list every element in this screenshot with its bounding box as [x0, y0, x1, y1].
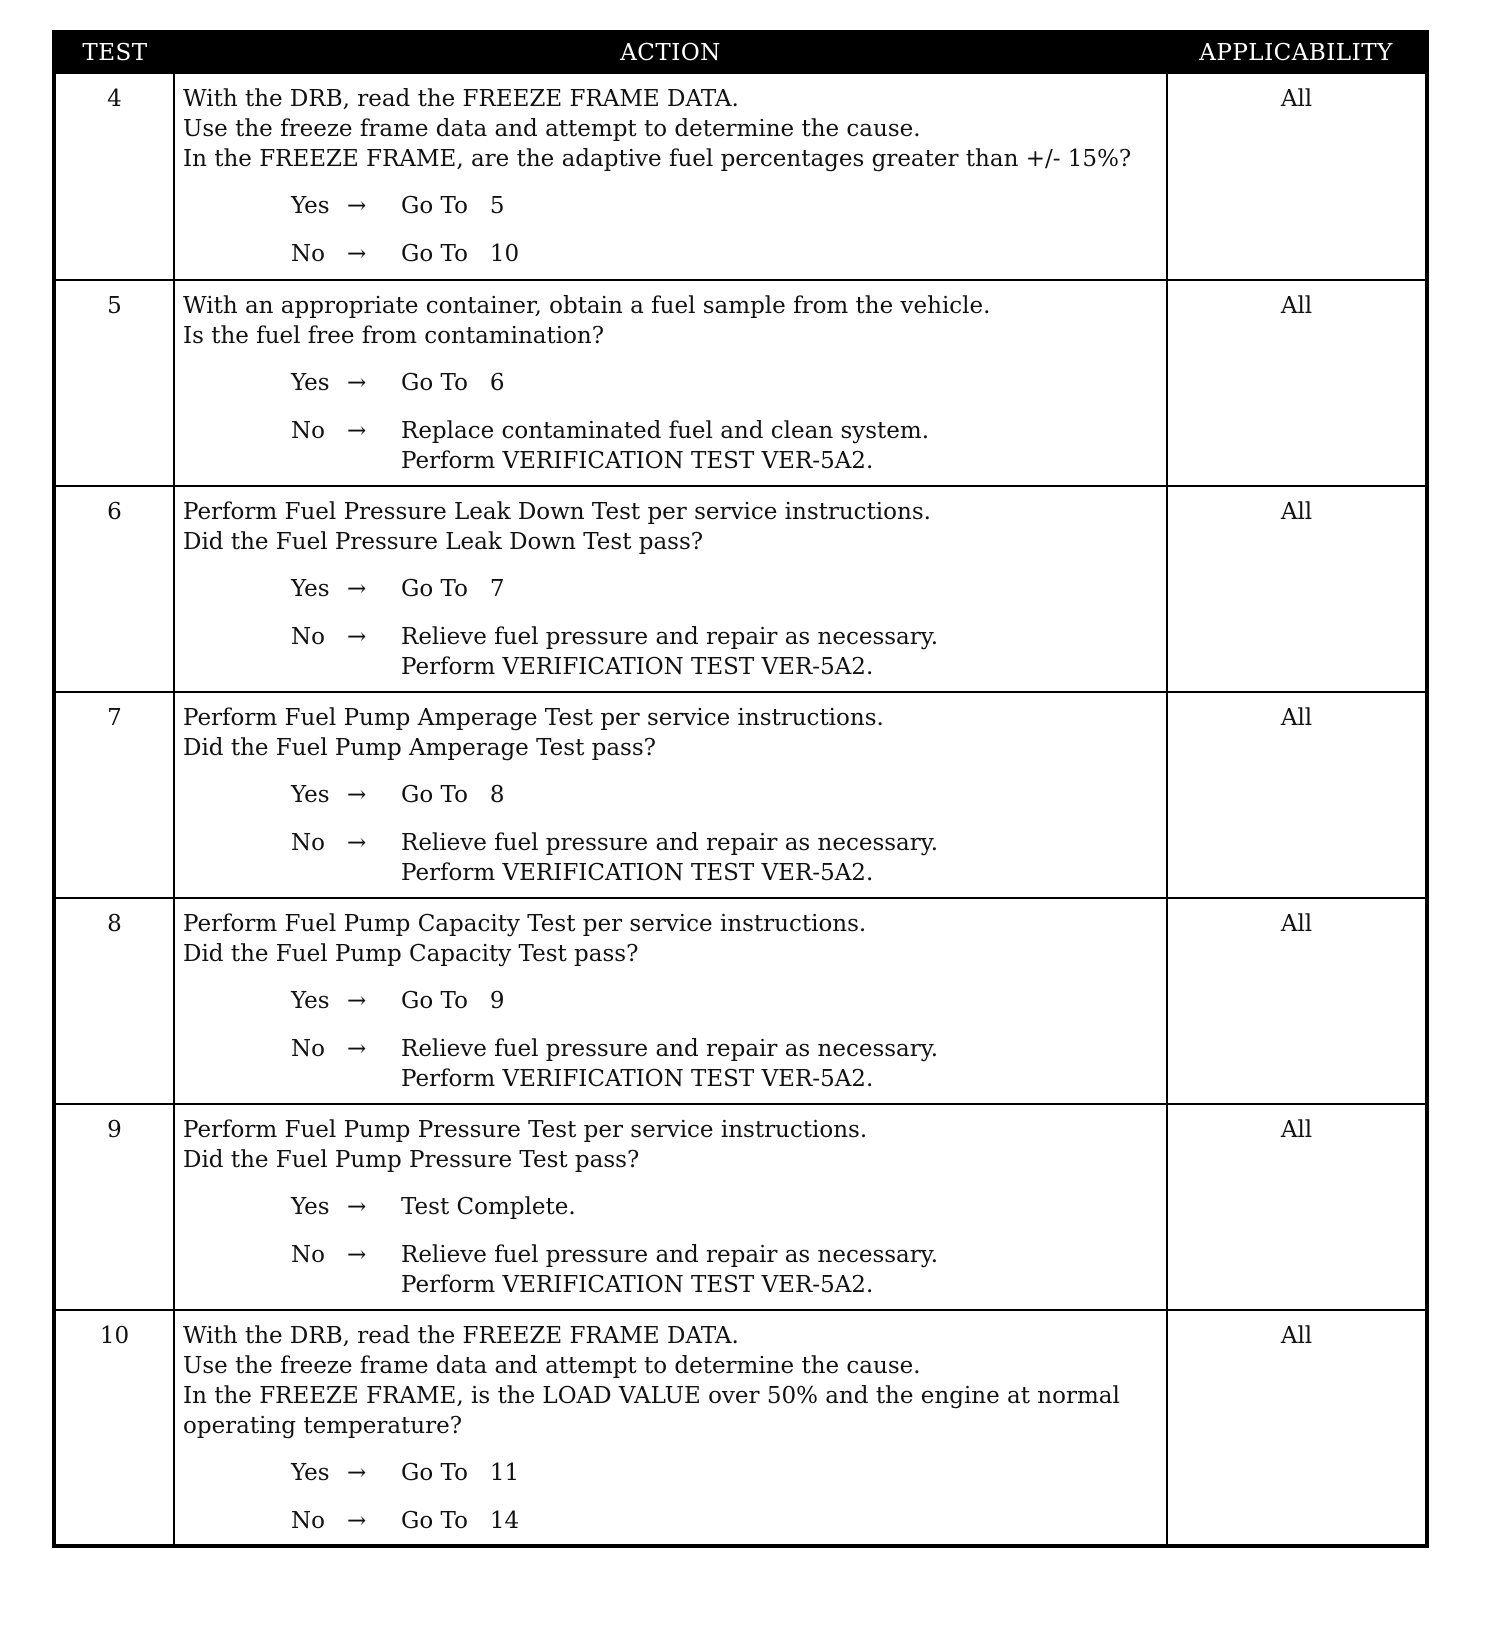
- action-text-line: Is the fuel free from contamination?: [183, 323, 605, 349]
- outcome-no: [183, 1506, 1158, 1536]
- action-text-line: Use the freeze frame data and attempt to determine the cause.: [183, 1353, 921, 1379]
- outcome-result: [401, 986, 1158, 1016]
- outcome-result: [401, 191, 1158, 221]
- outcome-result: [401, 828, 1158, 888]
- outcome-result: [401, 574, 1158, 604]
- outcome-yes: [183, 1192, 1158, 1222]
- outcome-result: [401, 622, 1158, 682]
- right-arrow-icon: →: [347, 193, 367, 219]
- action-cell: [174, 73, 1167, 280]
- right-arrow-icon: →: [347, 1242, 367, 1268]
- applicability-value: All: [1167, 1104, 1427, 1310]
- right-arrow-icon: →: [347, 370, 367, 396]
- test-number: 4: [54, 73, 174, 280]
- right-arrow-icon: →: [347, 576, 367, 602]
- outcome-label: No: [291, 830, 325, 856]
- table-row: [54, 486, 1427, 692]
- outcome-no: [183, 1034, 1158, 1094]
- outcome-label: Yes: [291, 1460, 330, 1486]
- outcome-result-line: Go To 6: [401, 370, 505, 396]
- right-arrow-icon: →: [347, 418, 367, 444]
- right-arrow-icon: →: [347, 241, 367, 267]
- right-arrow-icon: →: [347, 624, 367, 650]
- action-text-line: operating temperature?: [183, 1413, 463, 1439]
- header-row: [54, 32, 1427, 73]
- table-body: [54, 73, 1427, 1546]
- outcome-result-line: Go To 7: [401, 576, 505, 602]
- table-header: [54, 32, 1427, 73]
- outcome-result-line: Replace contaminated fuel and clean system.: [401, 418, 930, 444]
- applicability-value: All: [1167, 280, 1427, 486]
- action-text-line: Did the Fuel Pump Pressure Test pass?: [183, 1147, 640, 1173]
- outcome-no: [183, 622, 1158, 682]
- outcome-yes: [183, 574, 1158, 604]
- right-arrow-icon: →: [347, 1508, 367, 1534]
- table-row: [54, 692, 1427, 898]
- outcome-result-line: Perform VERIFICATION TEST VER-5A2.: [401, 448, 874, 474]
- outcome-label: No: [291, 1036, 325, 1062]
- table-row: [54, 280, 1427, 486]
- outcome-result-line: Go To 9: [401, 988, 505, 1014]
- outcome-label: Yes: [291, 782, 330, 808]
- outcome-label: No: [291, 1508, 325, 1534]
- action-text-line: Perform Fuel Pump Pressure Test per service instructions.: [183, 1117, 868, 1143]
- outcome-result: [401, 1458, 1158, 1488]
- action-text-line: With the DRB, read the FREEZE FRAME DATA.: [183, 86, 739, 112]
- outcome-result: [401, 239, 1158, 269]
- outcomes: [183, 574, 1158, 682]
- table-row: [54, 73, 1427, 280]
- outcome-result: [401, 416, 1158, 476]
- outcome-result-line: Perform VERIFICATION TEST VER-5A2.: [401, 1272, 874, 1298]
- action-text-line: Perform Fuel Pump Capacity Test per service instructions.: [183, 911, 867, 937]
- header-applicability: APPLICABILITY: [1167, 32, 1427, 73]
- outcome-label: Yes: [291, 1194, 330, 1220]
- outcome-result: [401, 780, 1158, 810]
- outcome-result-line: Relieve fuel pressure and repair as necessary.: [401, 624, 939, 650]
- outcome-result-line: Relieve fuel pressure and repair as necessary.: [401, 1036, 939, 1062]
- action-text-line: Did the Fuel Pressure Leak Down Test pass?: [183, 529, 704, 555]
- test-number: 5: [54, 280, 174, 486]
- outcome-result-line: Perform VERIFICATION TEST VER-5A2.: [401, 1066, 874, 1092]
- right-arrow-icon: →: [347, 830, 367, 856]
- applicability-value: All: [1167, 692, 1427, 898]
- action-cell: [174, 1310, 1167, 1546]
- action-text-line: Perform Fuel Pump Amperage Test per service instructions.: [183, 705, 884, 731]
- action-text-line: Did the Fuel Pump Capacity Test pass?: [183, 941, 639, 967]
- outcome-yes: [183, 986, 1158, 1016]
- outcome-label: Yes: [291, 988, 330, 1014]
- right-arrow-icon: →: [347, 988, 367, 1014]
- action-text-line: With the DRB, read the FREEZE FRAME DATA.: [183, 1323, 739, 1349]
- outcome-label: Yes: [291, 576, 330, 602]
- test-number: 7: [54, 692, 174, 898]
- outcomes: [183, 368, 1158, 476]
- outcome-result-line: Perform VERIFICATION TEST VER-5A2.: [401, 860, 874, 886]
- outcome-no: [183, 239, 1158, 269]
- outcome-result: [401, 1192, 1158, 1222]
- test-number: 9: [54, 1104, 174, 1310]
- outcome-result-line: Perform VERIFICATION TEST VER-5A2.: [401, 654, 874, 680]
- outcome-yes: [183, 1458, 1158, 1488]
- action-text-line: Use the freeze frame data and attempt to determine the cause.: [183, 116, 921, 142]
- test-number: 8: [54, 898, 174, 1104]
- applicability-value: All: [1167, 73, 1427, 280]
- action-text-line: In the FREEZE FRAME, are the adaptive fuel percentages greater than +/- 15%?: [183, 146, 1132, 172]
- outcome-result-line: Go To 8: [401, 782, 505, 808]
- table-row: [54, 1104, 1427, 1310]
- action-cell: [174, 280, 1167, 486]
- right-arrow-icon: →: [347, 1460, 367, 1486]
- outcome-result: [401, 368, 1158, 398]
- test-number: 10: [54, 1310, 174, 1546]
- outcome-result-line: Go To 10: [401, 241, 520, 267]
- action-text-line: Did the Fuel Pump Amperage Test pass?: [183, 735, 656, 761]
- outcome-result-line: Go To 11: [401, 1460, 520, 1486]
- outcome-no: [183, 828, 1158, 888]
- right-arrow-icon: →: [347, 1036, 367, 1062]
- applicability-value: All: [1167, 1310, 1427, 1546]
- outcomes: [183, 1458, 1158, 1536]
- action-text-line: In the FREEZE FRAME, is the LOAD VALUE over 50% and the engine at normal: [183, 1383, 1120, 1409]
- outcomes: [183, 191, 1158, 269]
- outcome-label: No: [291, 241, 325, 267]
- right-arrow-icon: →: [347, 782, 367, 808]
- outcome-label: No: [291, 1242, 325, 1268]
- outcomes: [183, 1192, 1158, 1300]
- action-text-line: Perform Fuel Pressure Leak Down Test per service instructions.: [183, 499, 931, 525]
- outcome-result-line: Relieve fuel pressure and repair as necessary.: [401, 1242, 939, 1268]
- outcome-yes: [183, 780, 1158, 810]
- outcome-label: Yes: [291, 370, 330, 396]
- outcome-result: [401, 1506, 1158, 1536]
- table-row: [54, 1310, 1427, 1546]
- outcome-no: [183, 1240, 1158, 1300]
- applicability-value: All: [1167, 486, 1427, 692]
- action-text-line: With an appropriate container, obtain a fuel sample from the vehicle.: [183, 293, 991, 319]
- outcome-result-line: Go To 5: [401, 193, 505, 219]
- action-cell: [174, 1104, 1167, 1310]
- outcome-label: Yes: [291, 193, 330, 219]
- outcome-no: [183, 416, 1158, 476]
- action-cell: [174, 692, 1167, 898]
- outcome-result-line: Go To 14: [401, 1508, 520, 1534]
- outcomes: [183, 986, 1158, 1094]
- outcome-result-line: Relieve fuel pressure and repair as necessary.: [401, 830, 939, 856]
- right-arrow-icon: →: [347, 1194, 367, 1220]
- outcome-result-line: Test Complete.: [401, 1194, 576, 1220]
- table-row: [54, 898, 1427, 1104]
- test-number: 6: [54, 486, 174, 692]
- outcome-result: [401, 1034, 1158, 1094]
- outcome-result: [401, 1240, 1158, 1300]
- header-test: TEST: [54, 32, 174, 73]
- applicability-value: All: [1167, 898, 1427, 1104]
- header-action: ACTION: [174, 32, 1167, 73]
- diagnostic-test-table: [52, 30, 1429, 1548]
- outcome-yes: [183, 191, 1158, 221]
- outcome-yes: [183, 368, 1158, 398]
- action-cell: [174, 486, 1167, 692]
- outcome-label: No: [291, 418, 325, 444]
- action-cell: [174, 898, 1167, 1104]
- outcome-label: No: [291, 624, 325, 650]
- outcomes: [183, 780, 1158, 888]
